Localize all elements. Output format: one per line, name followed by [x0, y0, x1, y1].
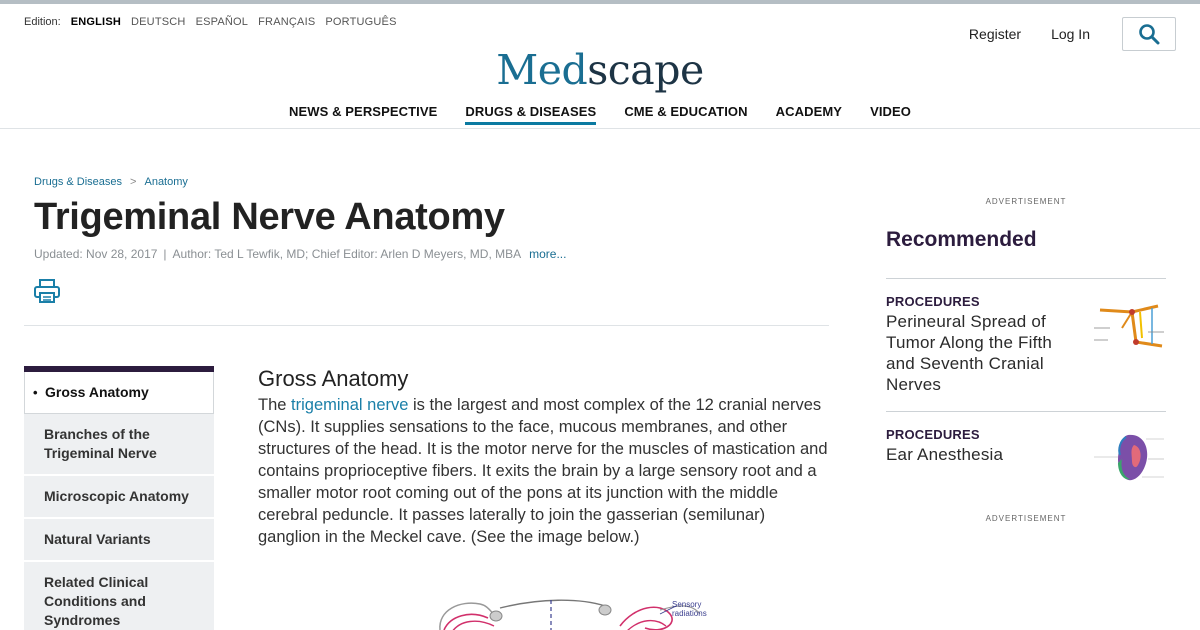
toc-gross-anatomy[interactable]: [24, 372, 214, 414]
para-text: is the largest and most complex of the 12 cranial nerves (CNs). It supplies sensations to the face, mucous membranes, and other structures of the head. It is the motor nerve for the muscles of mastication and contains proprioceptive fibers. It exits the brain by a large sensory root and a smaller motor root coming out of the pons at its junction with the middle cerebral peduncle. It passes laterally to join the gasserian (semilunar) ganglion in the Meckel cave. (See the image below.): [258, 396, 828, 546]
logo-med: Med: [496, 46, 588, 94]
edition-label: Edition:: [24, 16, 61, 28]
search-icon: [1138, 23, 1160, 45]
advertisement-label-bottom: ADVERTISEMENT: [985, 514, 1067, 523]
toc-related-conditions[interactable]: Related Clinical Conditions and Syndromes: [24, 562, 214, 630]
recommended-item[interactable]: [886, 294, 1166, 395]
meta-separator: |: [163, 247, 167, 261]
para-lead: The: [258, 396, 287, 414]
updated-date: Updated: Nov 28, 2017: [34, 247, 158, 261]
breadcrumb-separator: >: [130, 176, 137, 188]
breadcrumb-drugs-diseases[interactable]: Drugs & Diseases: [34, 176, 123, 188]
printer-icon: [33, 278, 61, 304]
recommended-headline[interactable]: Ear Anesthesia: [886, 445, 1004, 464]
nav-news-perspective[interactable]: NEWS & PERSPECTIVE: [288, 104, 438, 119]
login-link[interactable]: Log In: [1051, 26, 1090, 42]
author-line: Author: Ted L Tewfik, MD; Chief Editor: Arlen D Meyers, MD, MBA: [172, 247, 522, 261]
section-nav: [24, 366, 214, 630]
figure-caption: Sensory radiations: [672, 600, 707, 618]
trigeminal-nerve-link[interactable]: trigeminal nerve: [291, 396, 409, 414]
anatomy-figure[interactable]: [430, 596, 710, 630]
toc-branches[interactable]: Branches of the Trigeminal Nerve: [24, 414, 214, 476]
register-link[interactable]: Register: [968, 26, 1022, 42]
nav-divider: [0, 128, 1200, 129]
article-paragraph: [258, 394, 832, 548]
recommended-kicker: PROCEDURES: [886, 294, 980, 309]
edition-portugues[interactable]: PORTUGUÊS: [325, 16, 397, 28]
nav-cme-education[interactable]: CME & EDUCATION: [624, 104, 748, 119]
edition-espanol[interactable]: ESPAÑOL: [195, 16, 249, 28]
nav-video[interactable]: VIDEO: [870, 104, 912, 119]
more-authors-link[interactable]: more...: [529, 247, 567, 261]
edition-english[interactable]: ENGLISH: [70, 16, 121, 28]
toc-microscopic-anatomy[interactable]: Microscopic Anatomy: [24, 476, 214, 519]
article-meta: [34, 247, 566, 261]
edition-francais[interactable]: FRANÇAIS: [258, 16, 316, 28]
nav-academy[interactable]: ACADEMY: [775, 104, 843, 119]
recommended-thumbnail[interactable]: [1092, 298, 1166, 354]
recommended-title: Recommended: [886, 228, 1037, 251]
article-body: [258, 366, 832, 548]
breadcrumb: [34, 176, 188, 188]
top-accent-bar: [0, 0, 1200, 4]
section-heading: Gross Anatomy: [258, 366, 409, 391]
breadcrumb-anatomy[interactable]: Anatomy: [144, 176, 188, 188]
edition-deutsch[interactable]: DEUTSCH: [131, 16, 186, 28]
recommended-kicker: PROCEDURES: [886, 427, 980, 442]
recommended-item[interactable]: [886, 427, 1166, 465]
title-divider: [24, 325, 829, 326]
recommended-thumbnail[interactable]: [1092, 429, 1166, 485]
recommended-divider-2: [886, 411, 1166, 412]
recommended-divider-1: [886, 278, 1166, 279]
medscape-logo[interactable]: [0, 44, 1200, 96]
recommended-headline[interactable]: Perineural Spread of Tumor Along the Fifth and Seventh Cranial Nerves: [886, 312, 1053, 394]
bullet-icon: •: [33, 385, 38, 400]
toc-natural-variants[interactable]: Natural Variants: [24, 519, 214, 562]
toc-label: Gross Anatomy: [45, 384, 149, 400]
print-button[interactable]: [33, 278, 61, 304]
main-nav: [0, 104, 1200, 125]
logo-scape: scape: [587, 46, 704, 94]
nav-drugs-diseases[interactable]: DRUGS & DISEASES: [465, 104, 596, 125]
edition-selector: [24, 16, 397, 28]
page-title: Trigeminal Nerve Anatomy: [34, 196, 505, 238]
advertisement-label-top: ADVERTISEMENT: [985, 197, 1067, 206]
